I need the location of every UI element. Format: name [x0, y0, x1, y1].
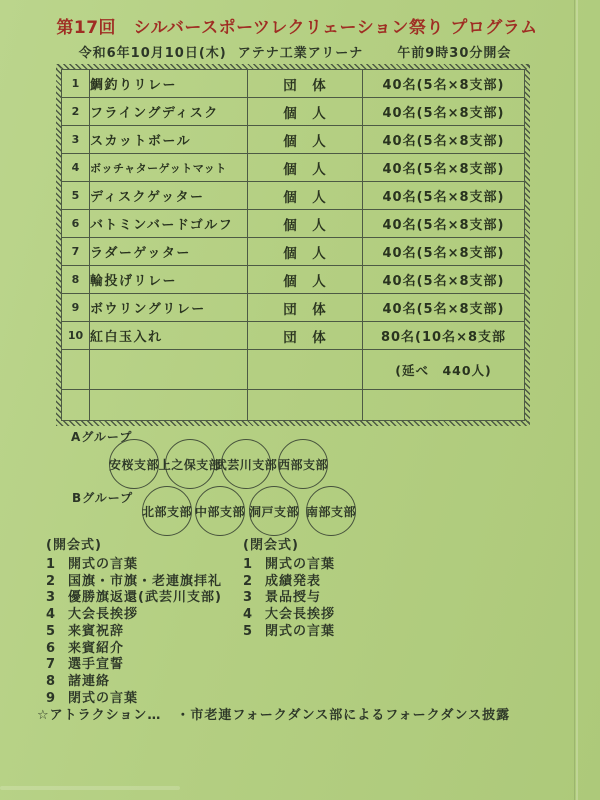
event-name: フライングディスク: [90, 98, 248, 126]
event-name: ラダーゲッター: [90, 238, 248, 266]
table-border-right: [525, 64, 530, 426]
table-row: [62, 294, 525, 322]
ceremony-item: 5 閉式の言葉: [243, 623, 336, 639]
event-no: 7: [62, 238, 90, 266]
group-a-circle-2: [158, 439, 222, 489]
branch-name: 西部支部: [278, 457, 329, 472]
event-name: ボッチャターゲットマット: [90, 154, 248, 182]
ceremony-item: 2 成績発表: [243, 573, 322, 589]
event-no: 6: [62, 210, 90, 238]
ceremony-item: 4 大会長挨拶: [243, 607, 336, 623]
total-row: [62, 350, 525, 390]
event-type: 個 人: [248, 154, 363, 182]
paper-edge-shade: [0, 786, 180, 790]
group-b-label: Bグループ: [72, 491, 134, 505]
ceremony-item: 5 来賓祝辞: [46, 623, 125, 639]
branch-name: 上之保支部: [158, 457, 222, 472]
branch-name: 中部支部: [195, 504, 246, 519]
event-type: 団 体: [248, 70, 363, 98]
event-capacity: 40名(5名×8支部): [363, 70, 525, 98]
event-capacity: 40名(5名×8支部): [363, 266, 525, 294]
group-b-circle-1: [142, 486, 192, 536]
ceremony-item: 4 大会長挨拶: [46, 607, 139, 623]
attraction-note: [37, 704, 510, 723]
ceremony-item: 2 国旗・市旗・老連旗拝礼: [46, 573, 223, 589]
event-name: スカットボール: [90, 126, 248, 154]
event-no: 10: [62, 322, 90, 350]
branch-name: 南部支部: [306, 504, 357, 519]
group-a-circle-1: [109, 439, 159, 489]
event-type: 個 人: [248, 210, 363, 238]
event-type: 個 人: [248, 126, 363, 154]
table-row: [62, 70, 525, 98]
event-capacity: 40名(5名×8支部): [363, 98, 525, 126]
table-row: [62, 238, 525, 266]
event-capacity: 40名(5名×8支部): [363, 154, 525, 182]
event-name: 紅白玉入れ: [90, 322, 248, 350]
ceremony-item: 3 景品授与: [243, 590, 322, 606]
closing-ceremony-section: [243, 538, 335, 641]
total-note: (延べ 440人): [363, 350, 525, 390]
branch-name: 北部支部: [142, 504, 193, 519]
ceremony-item: 3 優勝旗返還(武芸川支部): [46, 590, 222, 606]
event-date: 令和6年10月10日(木): [78, 46, 227, 61]
table-row: [62, 154, 525, 182]
table-row: [62, 98, 525, 126]
event-type: 団 体: [248, 322, 363, 350]
group-b-circle-4: [306, 486, 356, 536]
event-name: ディスクゲッター: [90, 182, 248, 210]
table-border-bottom: [56, 421, 530, 426]
attraction-detail: ・市老連フォークダンス部によるフォークダンス披露: [176, 708, 511, 723]
event-name: 鯛釣りリレー: [90, 70, 248, 98]
event-capacity: 40名(5名×8支部): [363, 182, 525, 210]
ceremony-item: 1 開式の言葉: [243, 557, 336, 572]
group-a-circle-4: [278, 439, 328, 489]
event-no: 4: [62, 154, 90, 182]
table-row: [62, 210, 525, 238]
event-capacity: 40名(5名×8支部): [363, 210, 525, 238]
attraction-star-label: ☆アトラクション…: [37, 708, 162, 723]
event-capacity: 40名(5名×8支部): [363, 294, 525, 322]
opening-ceremony-section: [46, 538, 222, 707]
event-no: 2: [62, 98, 90, 126]
paper-crease: [574, 0, 575, 800]
event-type: 個 人: [248, 98, 363, 126]
event-name: 輪投げリレー: [90, 266, 248, 294]
event-start-time: 午前9時30分開会: [397, 46, 512, 61]
event-no: 3: [62, 126, 90, 154]
opening-ceremony-title: (開会式): [46, 538, 102, 553]
event-venue: アテナ工業アリーナ: [237, 46, 364, 61]
event-type: 個 人: [248, 182, 363, 210]
event-name: ボウリングリレー: [90, 294, 248, 322]
ceremony-item: 1 開式の言葉: [46, 557, 139, 572]
event-type: 個 人: [248, 238, 363, 266]
ceremony-item: 8 諸連絡: [46, 673, 111, 689]
group-b-circle-3: [249, 486, 299, 536]
event-no: 1: [62, 70, 90, 98]
event-capacity: 40名(5名×8支部): [363, 126, 525, 154]
event-no: 8: [62, 266, 90, 294]
group-b-circle-2: [195, 486, 245, 536]
event-name: バトミンバードゴルフ: [90, 210, 248, 238]
event-capacity: 80名(10名×8支部: [363, 322, 525, 350]
ceremony-item: 7 選手宣誓: [46, 657, 125, 673]
table-row: [62, 322, 525, 350]
event-type: 団 体: [248, 294, 363, 322]
paper-crease-highlight: [576, 0, 578, 800]
event-no: 9: [62, 294, 90, 322]
page-title: 第17回 シルバースポーツレクリェーション祭り プログラム: [56, 18, 538, 38]
program-table: [56, 64, 530, 426]
branch-name: 安桜支部: [109, 457, 160, 472]
table-row: [62, 182, 525, 210]
event-capacity: 40名(5名×8支部): [363, 238, 525, 266]
branch-name: 洞戸支部: [249, 504, 300, 519]
event-no: 5: [62, 182, 90, 210]
group-a-circle-3: [214, 439, 278, 489]
empty-row: [62, 390, 525, 421]
ceremony-item: 6 来賓紹介: [46, 640, 125, 656]
ceremony-item: 9 閉式の言葉: [46, 690, 139, 706]
branch-name: 武芸川支部: [214, 457, 278, 472]
table-row: [62, 266, 525, 294]
closing-ceremony-title: (閉会式): [243, 538, 299, 553]
group-a-label: Aグループ: [71, 430, 133, 444]
event-type: 個 人: [248, 266, 363, 294]
event-meta: [0, 42, 590, 61]
table-row: [62, 126, 525, 154]
